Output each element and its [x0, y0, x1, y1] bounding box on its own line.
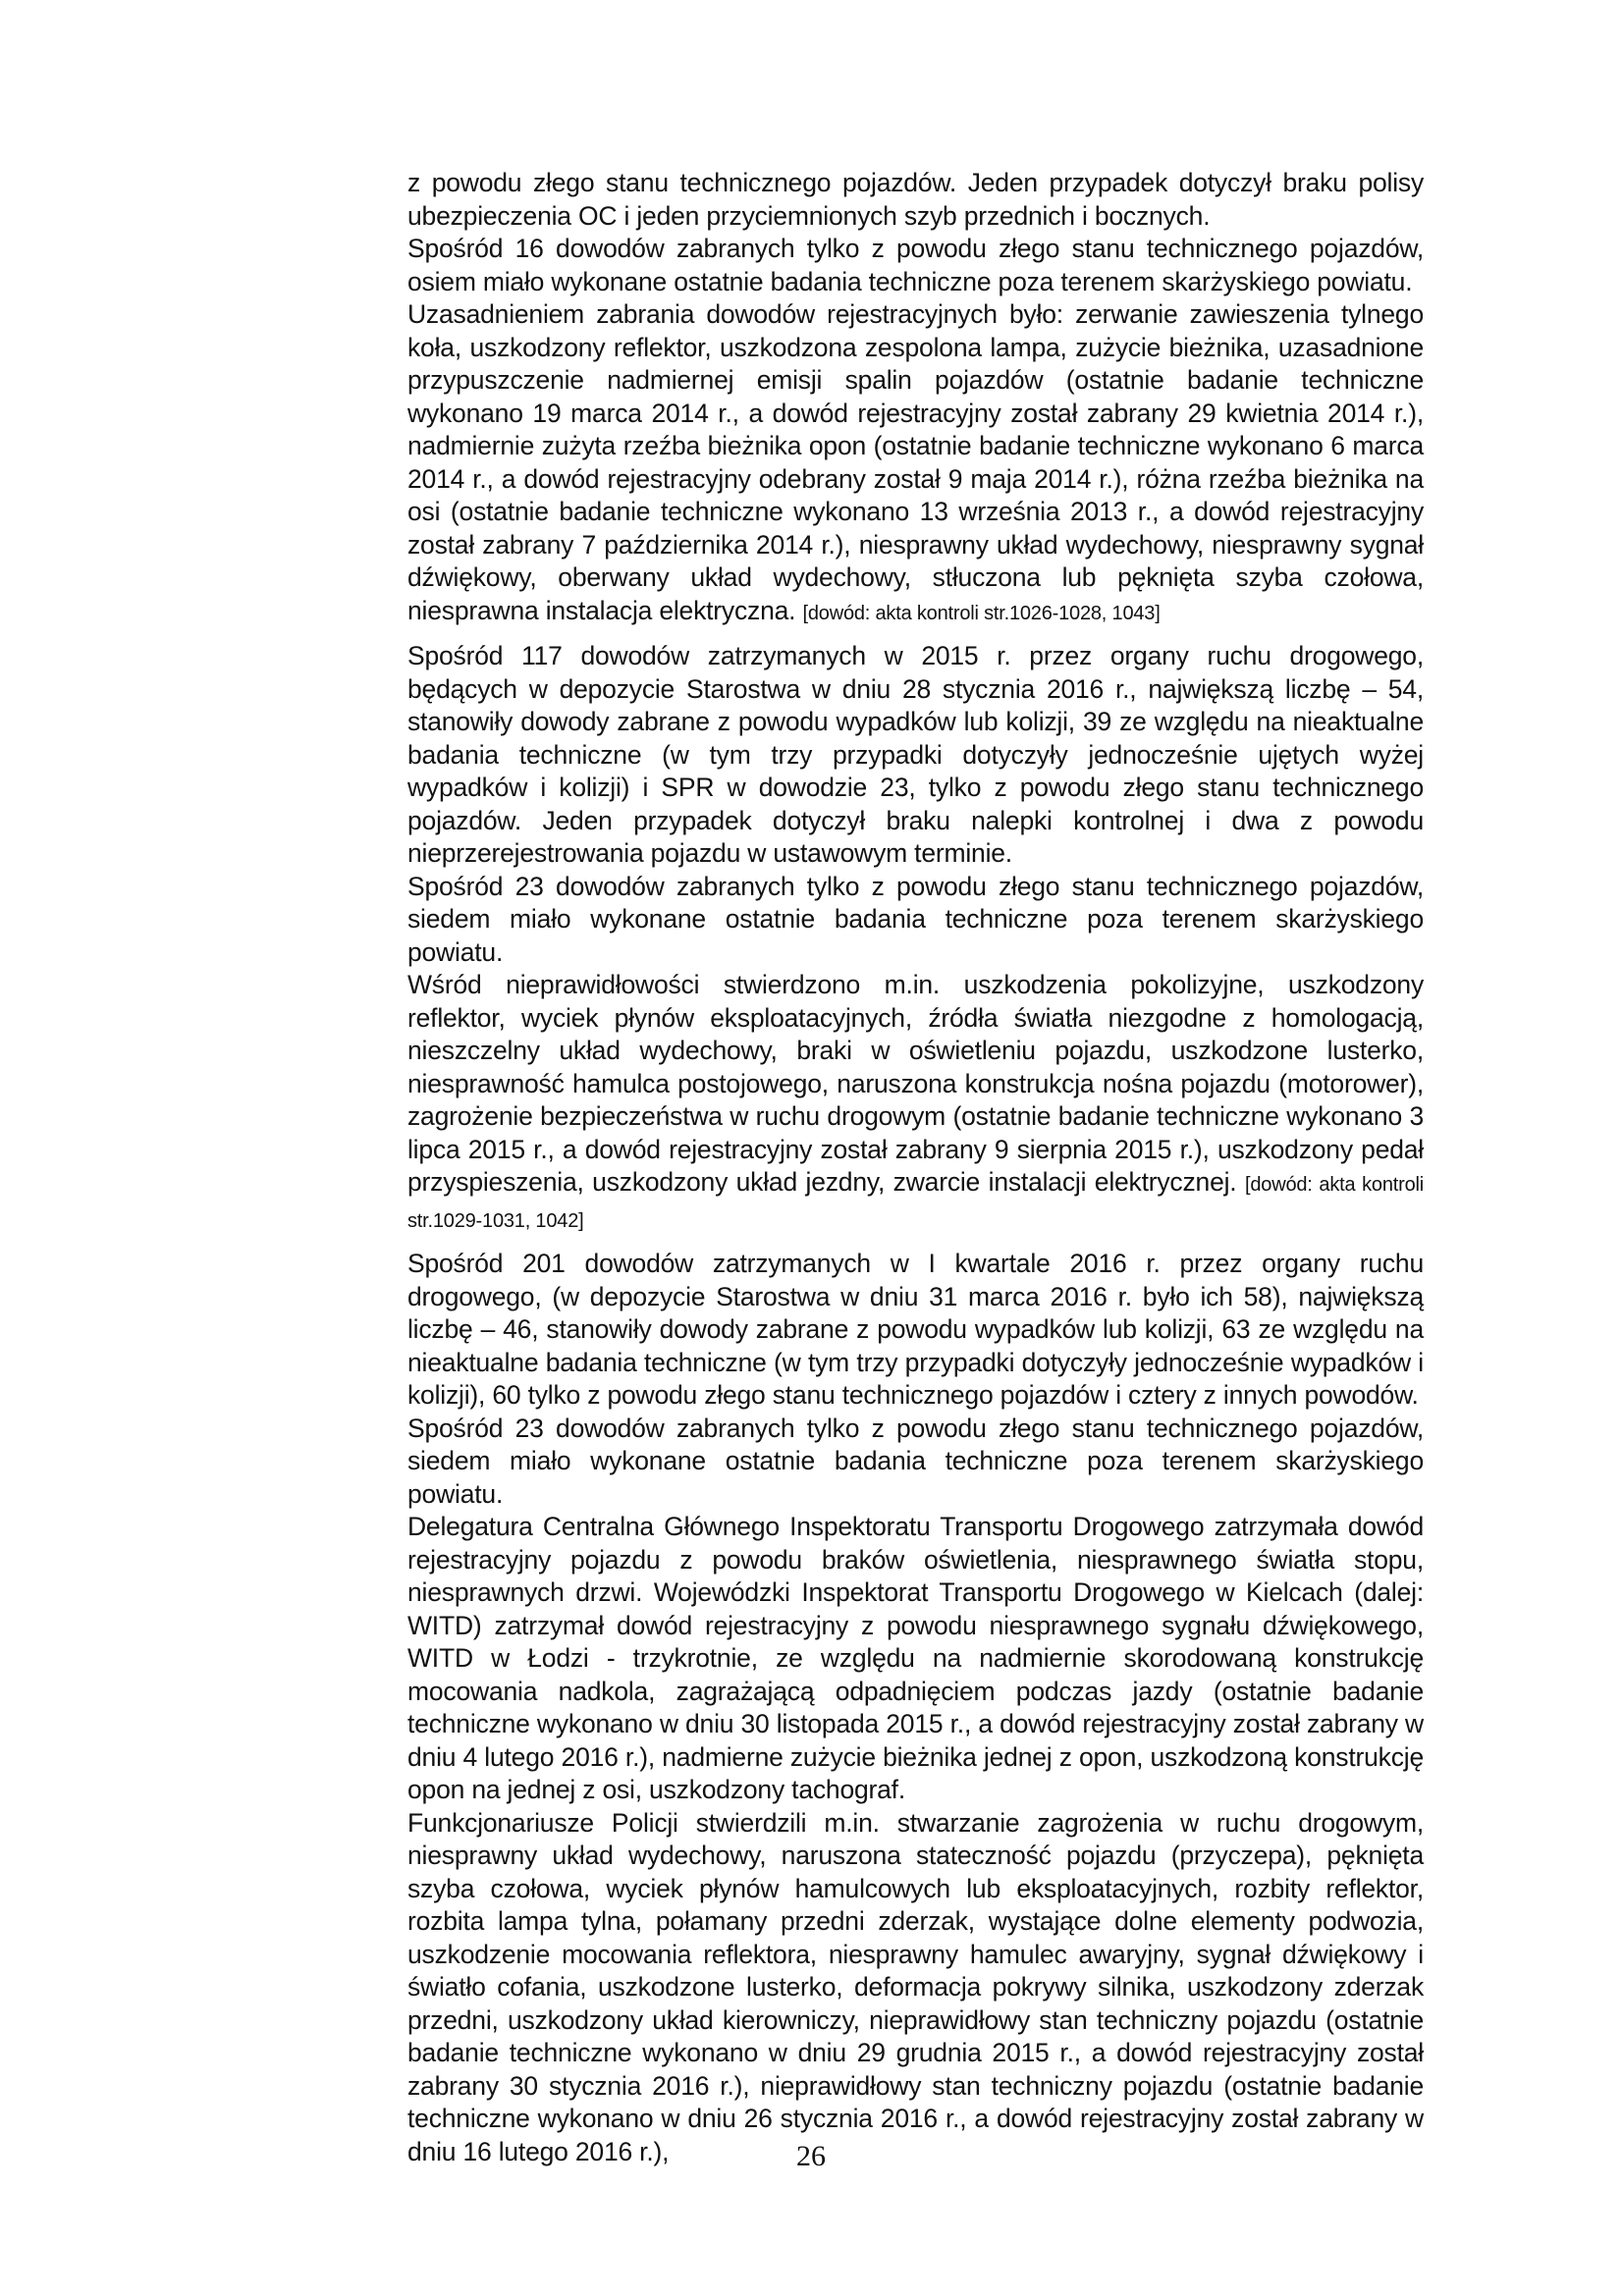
page-number: 26	[796, 2140, 826, 2172]
paragraph-text: Spośród 23 dowodów zabranych tylko z powodu złego stanu technicznego pojazdów, siedem miało wykonane ostatnie badania techniczne poza terenem skarżyskiego powiatu.	[407, 1413, 1424, 1509]
paragraph-text: z powodu złego stanu technicznego pojazdów. Jeden przypadek dotyczył braku polisy ubezpieczenia OC i jeden przyciemnionych szyb przednich i bocznych.	[407, 168, 1424, 231]
paragraph-text: Wśród nieprawidłowości stwierdzono m.in. uszkodzenia pokolizyjne, uszkodzony reflektor, wyciek płynów eksploatacyjnych, źródła światła niezgodne z homologacją, nieszczelny układ wydechowy, braki w oświetleniu pojazdu, uszkodzone lusterko, niesprawność hamulca postojowego, naruszona konstrukcja nośna pojazdu (motorower), zagrożenie bezpieczeństwa w ruchu drogowym (ostatnie badanie techniczne wykonano 3 lipca 2015 r., a dowód rejestracyjny został zabrany 9 sierpnia 2015 r.), uszkodzony pedał przyspieszenia, uszkodzony układ jezdny, zwarcie instalacji elektrycznej.	[407, 970, 1424, 1197]
paragraph-text: Uzasadnieniem zabrania dowodów rejestracyjnych było: zerwanie zawieszenia tylnego koła, uszkodzony reflektor, uszkodzona zespolona lampa, zużycie bieżnika, uzasadnione przypuszczenie nadmiernej emisji spalin pojazdów (ostatnie badanie techniczne wykonano 19 marca 2014 r., a dowód rejestracyjny został zabrany 29 kwietnia 2014 r.), nadmiernie zużyta rzeźba bieżnika opon (ostatnie badanie techniczne wykonano 6 marca 2014 r., a dowód rejestracyjny odebrany został 9 maja 2014 r.), różna rzeźba bieżnika na osi (ostatnie badanie techniczne wykonano 13 września 2013 r., a dowód rejestracyjny został zabrany 7 października 2014 r.), niesprawny układ wydechowy, niesprawny sygnał dźwiękowy, oberwany układ wydechowy, stłuczona lub pęknięta szyba czołowa, niesprawna instalacja elektryczna.	[407, 299, 1424, 625]
paragraph-8	[407, 1413, 1424, 1512]
paragraph-text: Delegatura Centralna Głównego Inspektoratu Transportu Drogowego zatrzymała dowód rejestracyjny pojazdu z powodu braków oświetlenia, niesprawnego światła stopu, niesprawnych drzwi. Wojewódzki Inspektorat Transportu Drogowego w Kielcach (dalej: WITD) zatrzymał dowód rejestracyjny z powodu niesprawnego sygnału dźwiękowego, WITD w Łodzi - trzykrotnie, ze względu na nadmiernie skorodowaną konstrukcję mocowania nadkola, zagrażającą odpadnięciem podczas jazdy (ostatnie badanie techniczne wykonano w dniu 30 listopada 2015 r., a dowód rejestracyjny został zabrany w dniu 4 lutego 2016 r.), nadmierne zużycie bieżnika jednej z opon, uszkodzoną konstrukcję opon na jednej z osi, uszkodzony tachograf.	[407, 1512, 1424, 1804]
paragraph-text: Funkcjonariusze Policji stwierdzili m.in. stwarzanie zagrożenia w ruchu drogowym, niesprawny układ wydechowy, naruszona stateczność pojazdu (przyczepa), pęknięta szyba czołowa, wyciek płynów hamulcowych lub eksploatacyjnych, rozbity reflektor, rozbita lampa tylna, połamany przedni zderzak, wystające dolne elementy podwozia, uszkodzenie mocowania reflektora, niesprawny hamulec awaryjny, sygnał dźwiękowy i światło cofania, uszkodzone lusterko, deformacja pokrywy silnika, uszkodzony zderzak przedni, uszkodzony układ kierowniczy, nieprawidłowy stan techniczny pojazdu (ostatnie badanie techniczne wykonano w dniu 29 grudnia 2015 r., a dowód rejestracyjny został zabrany 30 stycznia 2016 r.), nieprawidłowy stan techniczny pojazdu (ostatnie badanie techniczne wykonano w dniu 26 stycznia 2016 r., a dowód rejestracyjny został zabrany w dniu 16 lutego 2016 r.),	[407, 1807, 1424, 2166]
paragraph-1	[407, 167, 1424, 233]
paragraph-9	[407, 1511, 1424, 1807]
evidence-citation: [dowód: akta kontroli str.1026-1028, 1043]	[802, 602, 1161, 624]
evidence-citation: [dowód: akta kontroli str.1029-1031, 1042]	[407, 1174, 1424, 1232]
paragraph-10	[407, 1807, 1424, 2169]
document-body	[407, 167, 1424, 2168]
paragraph-2	[407, 233, 1424, 298]
paragraph-5	[407, 871, 1424, 970]
paragraph-text: Spośród 201 dowodów zatrzymanych w I kwartale 2016 r. przez organy ruchu drogowego, (w depozycie Starostwa w dniu 31 marca 2016 r. było ich 58), największą liczbę – 46, stanowiły dowody zabrane z powodu wypadków lub kolizji, 63 ze względu na nieaktualne badania techniczne (w tym trzy przypadki dotyczyły jednocześnie wypadków i kolizji), 60 tylko z powodu złego stanu technicznego pojazdów i cztery z innych powodów.	[407, 1249, 1424, 1410]
paragraph-text: Spośród 23 dowodów zabranych tylko z powodu złego stanu technicznego pojazdów, siedem miało wykonane ostatnie badania techniczne poza terenem skarżyskiego powiatu.	[407, 871, 1424, 967]
paragraph-text: Spośród 16 dowodów zabranych tylko z powodu złego stanu technicznego pojazdów, osiem miało wykonane ostatnie badania techniczne poza terenem skarżyskiego powiatu.	[407, 234, 1424, 296]
paragraph-6	[407, 969, 1424, 1238]
paragraph-text: Spośród 117 dowodów zatrzymanych w 2015 r. przez organy ruchu drogowego, będących w depozycie Starostwa w dniu 28 stycznia 2016 r., największą liczbę – 54, stanowiły dowody zabrane z powodu wypadków lub kolizji, 39 ze względu na nieaktualne badania techniczne (w tym trzy przypadki dotyczyły jednocześnie ujętych wyżej wypadków i kolizji) i SPR w dowodzie 23, tylko z powodu złego stanu technicznego pojazdów. Jeden przypadek dotyczył braku nalepki kontrolnej i dwa z powodu nieprzerejestrowania pojazdu w ustawowym terminie.	[407, 641, 1424, 868]
paragraph-7	[407, 1248, 1424, 1413]
paragraph-3	[407, 298, 1424, 630]
paragraph-4	[407, 640, 1424, 871]
